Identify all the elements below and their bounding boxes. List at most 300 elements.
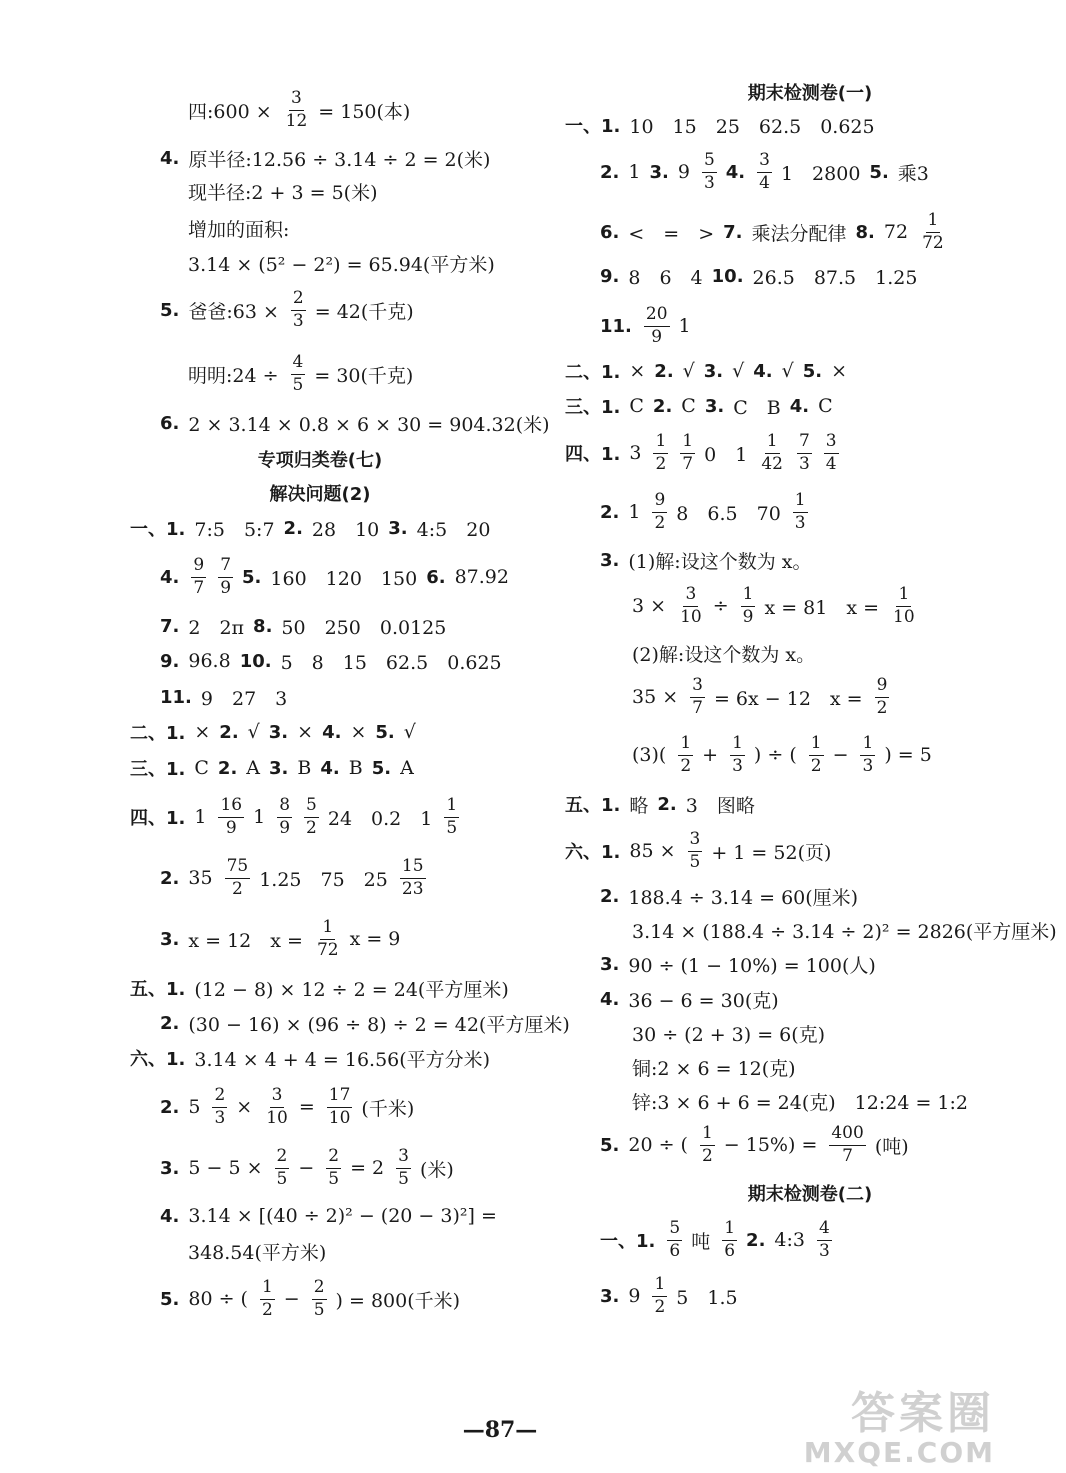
answer-text: (2)解:设这个数为 x。: [632, 643, 816, 666]
answer-text: 增加的面积:: [188, 218, 290, 241]
answer-text: 20 ÷ (: [628, 1134, 688, 1156]
fraction: [824, 430, 839, 474]
question-number: 2.: [652, 395, 673, 417]
numerator: 3: [396, 1148, 411, 1169]
question-number: 2.: [600, 501, 620, 523]
denominator: 10: [680, 606, 702, 627]
answer-text: 8 6 4: [628, 266, 703, 289]
answer-text: 乘3: [897, 162, 929, 185]
numerator: 2: [291, 290, 306, 311]
fraction: [891, 583, 917, 627]
answer-text: x = 9: [349, 928, 401, 950]
denominator: 2: [701, 1145, 713, 1166]
question-number: 一、1.: [600, 1231, 656, 1252]
denominator: 9: [742, 606, 754, 627]
answer-line: [632, 727, 941, 783]
answer-text: 188.4 ÷ 3.14 = 60(厘米): [628, 886, 859, 909]
answer-text: 4:3: [774, 1229, 805, 1251]
answer-text: A: [246, 757, 261, 779]
answer-text: 160 120 150: [270, 567, 418, 590]
section-heading: 期末检测卷(一): [747, 83, 873, 104]
answer-line: [160, 549, 518, 605]
answer-text: 36 − 6 = 30(克): [628, 989, 779, 1012]
denominator: 3: [798, 453, 810, 474]
numerator: 1: [320, 919, 335, 940]
numerator: 1: [653, 433, 668, 454]
denominator: 9: [651, 326, 663, 347]
answer-text: = 42(千克): [314, 300, 414, 323]
numerator: 16: [218, 797, 244, 818]
question-number: 三、1.: [130, 759, 186, 780]
denominator: 2: [810, 755, 822, 776]
question-number: 2.: [657, 793, 677, 815]
numerator: 2: [275, 1148, 290, 1169]
fraction: [860, 732, 875, 776]
answer-text: 1.25 75 25: [259, 868, 388, 891]
answer-text: 1: [678, 315, 691, 337]
question-number: 3.: [600, 549, 620, 571]
numerator: 1: [722, 1220, 737, 1241]
answer-text: A: [400, 757, 414, 779]
numerator: 2: [326, 1148, 341, 1169]
numerator: 400: [829, 1125, 865, 1146]
numerator: 5: [304, 797, 319, 818]
answer-text: −: [298, 1157, 315, 1179]
fraction: [667, 1217, 682, 1261]
fraction: [260, 1276, 275, 1320]
answer-text: C: [818, 395, 833, 417]
question-number: 4.: [789, 395, 810, 417]
denominator: 7: [193, 577, 205, 598]
fraction: [218, 794, 244, 838]
question-number: 4.: [600, 988, 620, 1010]
question-number: 3.: [269, 757, 289, 779]
denominator: 5: [398, 1168, 409, 1189]
question-number: 2.: [746, 1229, 766, 1251]
question-number: 5.: [600, 1134, 620, 1156]
denominator: 2: [261, 1299, 273, 1320]
fraction: [702, 149, 717, 193]
question-number: 3.: [600, 953, 620, 975]
answer-text: ÷: [712, 595, 729, 617]
answer-text: 7:5 5:7: [194, 518, 275, 541]
question-number: 10.: [239, 650, 272, 672]
denominator: 9: [225, 817, 237, 838]
question-number: 四、1.: [130, 808, 186, 829]
section-heading: 专项归类卷(七): [257, 450, 383, 471]
answer-text: 2 × 3.14 × 0.8 × 6 × 30 = 904.32(米): [188, 413, 550, 436]
answer-text: 35: [188, 867, 213, 889]
denominator: 10: [266, 1107, 288, 1128]
question-number: 4.: [320, 757, 340, 779]
answer-text: 9: [628, 1285, 641, 1307]
question-number: 7.: [723, 221, 743, 243]
answer-text: 爸爸:63 ×: [188, 300, 279, 323]
question-number: 2.: [219, 721, 239, 743]
fraction: [312, 1276, 327, 1320]
question-number: 六、1.: [565, 842, 621, 863]
answer-text: −: [283, 1288, 300, 1310]
answer-text: ) = 800(千米): [335, 1289, 461, 1312]
denominator: 6: [669, 1240, 681, 1261]
answer-text: ×: [629, 360, 646, 382]
answer-text: 5 1.5: [676, 1286, 738, 1309]
denominator: 4: [759, 172, 770, 193]
answer-text: 5 8 15 62.5 0.625: [280, 651, 502, 674]
answer-line: [130, 1030, 499, 1086]
answer-text: x = 81 x =: [764, 596, 880, 619]
answer-text: 30 ÷ (2 + 3) = 6(克): [632, 1023, 826, 1046]
fraction: [680, 430, 695, 474]
denominator: 3: [703, 172, 715, 193]
answer-text: ) = 5: [884, 744, 932, 766]
answer-text: 1 2800: [780, 162, 861, 185]
numerator: 7: [218, 557, 233, 578]
answer-text: 原半径:12.56 ÷ 3.14 ÷ 2 = 2(米): [188, 148, 491, 171]
question-number: 11.: [600, 315, 632, 337]
fraction: [315, 916, 341, 960]
answer-text: 8 6.5 70: [676, 502, 781, 525]
numerator: 3: [683, 586, 698, 607]
fraction: [757, 149, 772, 193]
answer-text: 85 ×: [629, 840, 676, 862]
numerator: 1: [260, 1279, 275, 1300]
denominator: 2: [306, 817, 317, 838]
denominator: 3: [794, 512, 806, 533]
fraction: [400, 855, 426, 899]
fraction: [829, 1122, 865, 1166]
fraction: [304, 794, 319, 838]
fraction: [264, 1084, 290, 1128]
fraction: [653, 430, 668, 474]
denominator: 10: [328, 1107, 351, 1128]
question-number: 6.: [426, 566, 446, 588]
answer-text: (12 − 8) × 12 ÷ 2 = 24(平方厘米): [194, 978, 509, 1001]
answer-text: 吨: [691, 1230, 711, 1253]
fraction: [678, 732, 693, 776]
answer-line: [600, 1268, 747, 1324]
answer-text: C: [629, 395, 644, 417]
question-number: 2.: [600, 161, 620, 183]
answer-text: (吨): [874, 1135, 909, 1158]
numerator: 20: [644, 306, 670, 327]
question-number: 3.: [268, 721, 289, 743]
fraction: [920, 209, 946, 253]
fraction: [741, 583, 756, 627]
answer-text: 87.92: [454, 566, 509, 588]
fraction: [326, 1145, 341, 1189]
answer-text: 铜:2 × 6 = 12(克): [632, 1057, 796, 1080]
fraction: [444, 794, 459, 838]
fraction: [678, 583, 704, 627]
question-number: 3.: [388, 517, 408, 539]
answer-text: √: [781, 360, 794, 382]
denominator: 72: [922, 232, 944, 253]
fraction: [690, 674, 705, 718]
numerator: 1: [926, 212, 941, 233]
answer-text: √: [732, 360, 745, 382]
fraction: [759, 430, 785, 474]
numerator: 1: [730, 735, 745, 756]
answer-text: 3 ×: [632, 595, 667, 617]
question-number: 二、1.: [130, 723, 186, 744]
fraction: [396, 1145, 411, 1189]
answer-text: √: [682, 360, 695, 382]
denominator: 42: [761, 453, 783, 474]
answer-text: ) ÷ (: [753, 744, 797, 766]
answer-text: 略: [629, 794, 649, 817]
fraction: [817, 1217, 832, 1261]
answer-text: C B: [733, 396, 781, 419]
answer-text: 现半径:2 + 3 = 5(米): [188, 181, 378, 204]
answer-text: (3)(: [632, 744, 667, 766]
denominator: 12: [285, 110, 308, 131]
answer-text: 9 27 3: [200, 687, 288, 710]
fraction: [797, 430, 812, 474]
page-number: —87—: [462, 1417, 538, 1443]
question-number: 5.: [160, 1288, 180, 1310]
numerator: 3: [289, 90, 304, 111]
answer-text: ×: [297, 721, 314, 743]
question-number: 11.: [160, 686, 192, 708]
answer-text: 90 ÷ (1 − 10%) = 100(人): [628, 954, 876, 977]
answer-line: [160, 911, 409, 967]
answer-line: [160, 1271, 469, 1327]
numerator: 15: [400, 858, 426, 879]
answer-text: (1)解:设这个数为 x。: [628, 550, 812, 573]
answer-text: 1: [253, 806, 266, 828]
question-number: 4.: [160, 566, 180, 588]
fraction: [793, 489, 808, 533]
fraction: [225, 855, 251, 899]
denominator: 6: [724, 1240, 736, 1261]
answer-text: < = >: [628, 222, 715, 245]
answer-text: = 2: [350, 1157, 385, 1179]
fraction: [722, 1217, 737, 1261]
fraction: [291, 351, 306, 395]
numerator: 3: [824, 433, 839, 454]
answer-text: B: [348, 757, 363, 779]
answer-text: ×: [831, 360, 848, 382]
question-number: 2.: [217, 757, 238, 779]
question-number: 2.: [600, 885, 620, 907]
answer-text: C: [681, 395, 696, 417]
denominator: 5: [689, 851, 701, 872]
denominator: 5: [328, 1168, 340, 1189]
answer-line: [600, 1212, 841, 1268]
fraction: [191, 554, 206, 598]
fraction: [644, 303, 670, 347]
question-number: 2.: [160, 867, 180, 889]
answer-text: (千米): [361, 1097, 415, 1120]
question-number: 三、1.: [565, 397, 621, 418]
numerator: 1: [809, 735, 824, 756]
fraction: [700, 1122, 715, 1166]
question-number: 一、1.: [565, 116, 621, 137]
answer-text: (米): [419, 1158, 454, 1181]
answer-text: = 30(千克): [314, 364, 414, 387]
answer-text: 80 ÷ (: [188, 1288, 248, 1310]
numerator: 7: [797, 433, 812, 454]
answer-line: [130, 740, 423, 796]
fraction: [284, 87, 310, 131]
answer-text: 1: [628, 161, 641, 183]
answer-text: = 6x − 12 x =: [713, 687, 863, 710]
watermark-text: 答案圈: [851, 1388, 995, 1439]
answer-line: [130, 789, 468, 845]
question-number: 6.: [600, 221, 620, 243]
numerator: 1: [680, 433, 695, 454]
question-number: 4.: [725, 161, 746, 183]
numerator: 9: [875, 677, 890, 698]
answer-line: [188, 346, 422, 402]
answer-text: √: [403, 721, 416, 743]
numerator: 2: [212, 1087, 227, 1108]
answer-text: +: [702, 744, 719, 766]
denominator: 3: [214, 1107, 226, 1128]
answer-text: 明明:24 ÷: [188, 364, 279, 387]
denominator: 5: [313, 1299, 325, 1320]
numerator: 1: [896, 586, 911, 607]
answer-text: − 15%) =: [723, 1134, 818, 1156]
question-number: 2.: [160, 1012, 180, 1034]
numerator: 9: [191, 557, 206, 578]
denominator: 2: [655, 453, 667, 474]
fraction: [275, 1145, 290, 1189]
denominator: 5: [276, 1168, 288, 1189]
answer-line: [600, 144, 938, 200]
numerator: 3: [690, 677, 705, 698]
fraction: [212, 1084, 227, 1128]
denominator: 2: [876, 697, 888, 718]
denominator: 3: [862, 755, 874, 776]
answer-text: 乘法分配律: [751, 222, 847, 245]
answer-text: 1: [628, 501, 641, 523]
answer-text: 96.8: [188, 650, 231, 672]
question-number: 六、1.: [130, 1049, 186, 1070]
denominator: 3: [292, 310, 304, 331]
section-heading: 解决问题(2): [269, 484, 371, 505]
numerator: 1: [860, 735, 875, 756]
answer-line: [160, 1079, 423, 1135]
answer-line: [565, 425, 848, 481]
answer-text: =: [298, 1096, 315, 1118]
answer-text: 3 图略: [685, 794, 755, 817]
numerator: 75: [225, 858, 251, 879]
numerator: 1: [678, 735, 693, 756]
answer-text: 4:5 20: [416, 518, 491, 541]
answer-text: 35 ×: [632, 686, 679, 708]
question-number: 五、1.: [565, 795, 621, 816]
answer-line: [160, 282, 423, 338]
answer-text: 3.14 × (5² − 2²) = 65.94(平方米): [188, 253, 495, 276]
numerator: 3: [757, 152, 772, 173]
denominator: 3: [732, 755, 743, 776]
numerator: 1: [793, 492, 808, 513]
answer-text: 3.14 × [(40 ÷ 2)² − (20 − 3)²] =: [188, 1205, 497, 1227]
fraction: [652, 489, 667, 533]
question-number: 五、1.: [130, 979, 186, 1000]
denominator: 7: [842, 1145, 853, 1166]
answer-text: 28 10: [311, 518, 380, 541]
answer-text: √: [247, 721, 260, 743]
answer-text: 26.5 87.5 1.25: [752, 266, 918, 289]
answer-text: 2 2π: [188, 616, 245, 639]
answer-text: 0 1: [704, 443, 748, 466]
fraction: [327, 1084, 353, 1128]
answer-text: 3.14 × 4 + 4 = 16.56(平方分米): [194, 1048, 491, 1071]
answer-text: 1: [194, 806, 207, 828]
fraction: [688, 828, 703, 872]
answer-text: + 1 = 52(页): [711, 841, 832, 864]
denominator: 5: [292, 374, 304, 395]
question-number: 4.: [322, 721, 342, 743]
denominator: 4: [825, 453, 837, 474]
question-number: 8.: [253, 615, 273, 637]
denominator: 3: [819, 1240, 830, 1261]
denominator: 5: [446, 817, 458, 838]
answer-text: (30 − 16) × (96 ÷ 8) ÷ 2 = 42(平方厘米): [188, 1013, 570, 1036]
answer-text: ×: [350, 721, 367, 743]
question-number: 2.: [160, 1096, 180, 1118]
denominator: 7: [692, 697, 703, 718]
fraction: [809, 732, 824, 776]
numerator: 1: [765, 433, 780, 454]
numerator: 4: [291, 354, 306, 375]
question-number: 6.: [160, 412, 180, 434]
question-number: 一、1.: [130, 519, 186, 540]
question-number: 9.: [600, 265, 620, 287]
question-number: 5.: [371, 757, 392, 779]
question-number: 8.: [855, 221, 875, 243]
denominator: 23: [401, 878, 424, 899]
answer-text: 3.14 × (188.4 ÷ 3.14 ÷ 2)² = 2826(平方厘米): [632, 920, 1057, 943]
answer-text: 50 250 0.0125: [281, 616, 447, 639]
watermark-logo: [790, 1390, 995, 1470]
fraction: [652, 1273, 667, 1317]
question-number: 4.: [160, 1205, 180, 1227]
denominator: 2: [654, 1296, 666, 1317]
denominator: 9: [220, 577, 232, 598]
fraction: [875, 674, 890, 718]
numerator: 1: [444, 797, 459, 818]
question-number: 3.: [600, 1285, 620, 1307]
numerator: 2: [312, 1279, 327, 1300]
watermark-url: MXQE.COM: [803, 1436, 995, 1469]
answer-text: ×: [194, 721, 211, 743]
numerator: 5: [702, 152, 717, 173]
answer-text: 24 0.2 1: [327, 807, 433, 830]
answer-text: 10 15 25 62.5 0.625: [629, 115, 875, 138]
question-number: 7.: [160, 615, 180, 637]
question-number: 四、1.: [565, 444, 621, 465]
answer-text: −: [832, 744, 849, 766]
question-number: 5.: [375, 721, 395, 743]
question-number: 3.: [704, 395, 725, 417]
answer-line: [600, 248, 926, 304]
answer-line: [160, 850, 435, 906]
denominator: 9: [279, 817, 291, 838]
section-heading: 期末检测卷(二): [747, 1184, 873, 1205]
question-number: 3.: [160, 1157, 180, 1179]
answer-text: 锌:3 × 6 + 6 = 24(克) 12:24 = 1:2: [632, 1091, 968, 1114]
answer-text: = 150(本): [318, 100, 411, 123]
numerator: 1: [700, 1125, 715, 1146]
fraction: [730, 732, 745, 776]
numerator: 17: [327, 1087, 353, 1108]
answer-text: 四:600 ×: [188, 100, 272, 123]
question-number: 3.: [703, 360, 724, 382]
